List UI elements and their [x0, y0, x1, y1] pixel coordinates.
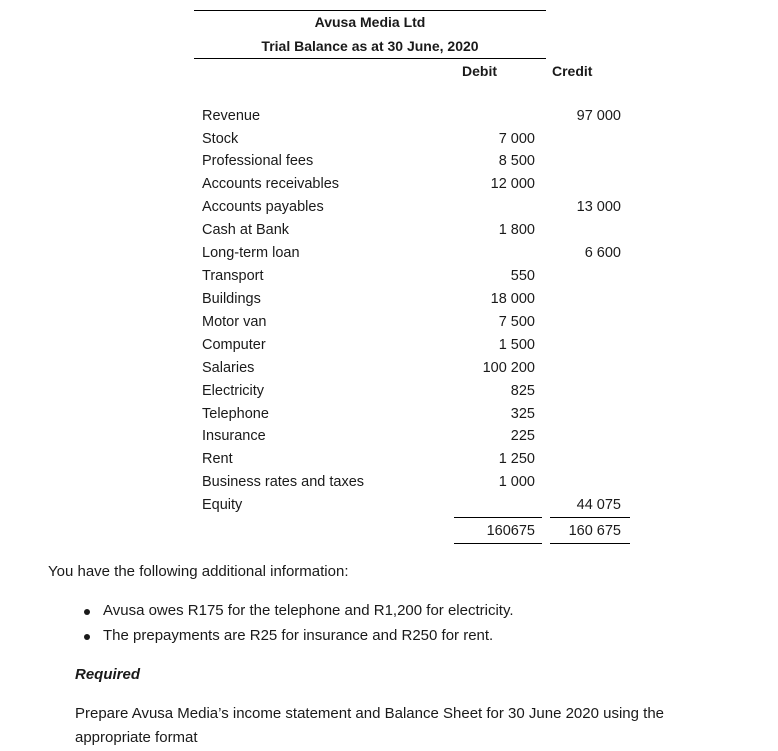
- trial-balance-title: Trial Balance as at 30 June, 2020: [261, 38, 479, 54]
- debit-total-underline: [454, 543, 542, 544]
- debit-value: 225: [510, 428, 535, 444]
- account-label: Revenue: [202, 108, 261, 124]
- credit-total: 160 675: [568, 523, 621, 539]
- account-label: Salaries: [202, 360, 255, 376]
- account-label: Buildings: [202, 291, 261, 307]
- account-label: Telephone: [202, 406, 269, 422]
- credit-value: 13 000: [576, 199, 621, 215]
- debit-value: 550: [510, 268, 535, 284]
- account-label: Motor van: [202, 314, 267, 330]
- debit-column-header: Debit: [462, 63, 497, 79]
- debit-value: 1 000: [498, 474, 535, 490]
- debit-value: 7 000: [498, 131, 535, 147]
- account-label: Insurance: [202, 428, 266, 444]
- top-rule: [194, 10, 546, 11]
- account-label: Long-term loan: [202, 245, 300, 261]
- bullet-icon: [84, 609, 90, 615]
- debit-value: 1 800: [498, 222, 535, 238]
- required-heading: Required: [75, 666, 141, 683]
- credit-column-header: Credit: [552, 63, 593, 79]
- account-label: Business rates and taxes: [202, 474, 365, 490]
- account-label: Cash at Bank: [202, 222, 290, 238]
- debit-total-rule: [454, 517, 542, 518]
- credit-total-underline: [550, 543, 630, 544]
- account-label: Rent: [202, 451, 233, 467]
- info-bullet: The prepayments are R25 for insurance and R250 for rent.: [103, 627, 494, 644]
- account-label: Accounts payables: [202, 199, 324, 215]
- info-bullet: Avusa owes R175 for the telephone and R1,200 for electricity.: [103, 602, 514, 619]
- debit-value: 12 000: [490, 176, 535, 192]
- account-label: Stock: [202, 131, 239, 147]
- account-label: Transport: [202, 268, 264, 284]
- credit-value: 44 075: [576, 497, 621, 513]
- credit-total-rule: [550, 517, 630, 518]
- account-label: Equity: [202, 497, 243, 513]
- account-label: Electricity: [202, 383, 265, 399]
- debit-value: 825: [510, 383, 535, 399]
- required-text-line-2: appropriate format: [75, 729, 198, 746]
- debit-value: 1 500: [498, 337, 535, 353]
- debit-value: 1 250: [498, 451, 535, 467]
- additional-info-intro: You have the following additional information:: [48, 563, 349, 580]
- account-label: Accounts receivables: [202, 176, 340, 192]
- debit-value: 325: [510, 406, 535, 422]
- debit-value: 18 000: [490, 291, 535, 307]
- credit-value: 97 000: [576, 108, 621, 124]
- bullet-icon: [84, 634, 90, 640]
- credit-value: 6 600: [584, 245, 621, 261]
- account-label: Professional fees: [202, 153, 314, 169]
- required-text-line-1: Prepare Avusa Media’s income statement and Balance Sheet for 30 June 2020 using the: [75, 705, 664, 722]
- company-name: Avusa Media Ltd: [314, 14, 426, 30]
- account-label: Computer: [202, 337, 266, 353]
- debit-total: 160675: [486, 523, 535, 539]
- debit-value: 7 500: [498, 314, 535, 330]
- debit-value: 100 200: [482, 360, 535, 376]
- debit-value: 8 500: [498, 153, 535, 169]
- title-rule: [194, 58, 546, 59]
